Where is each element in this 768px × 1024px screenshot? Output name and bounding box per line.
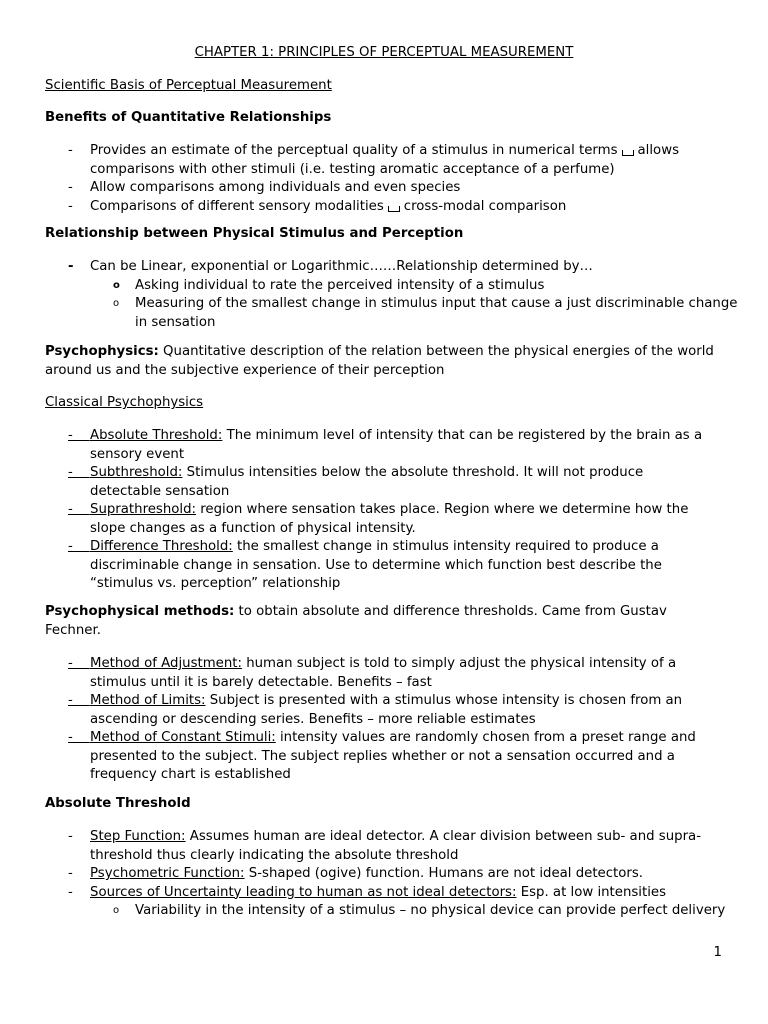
definition: Subject is presented with a stimulus whose intensity is chosen from an ascending or descending series. Benefits – more reliable estimates [90,693,683,727]
methods-text: to obtain absolute and difference thresholds. Came from Gustav Fechner. [45,604,667,638]
list-item [68,538,718,594]
psychophysics-definition [45,343,715,380]
relationship-sublist [113,277,741,333]
term: Sources of Uncertainty leading to human as not ideal detectors: [90,884,517,900]
benefits-list [68,142,718,216]
list-item [68,198,718,217]
psychophysics-text: Quantitative description of the relation between the physical energies of the world around us and the subjective experience of their perception [45,344,714,378]
list-item [68,729,718,785]
classical-list [68,427,718,594]
benefit-text-a: Provides an estimate of the perceptual quality of a stimulus in numerical terms [90,143,618,158]
arrow-glyph-icon [622,150,634,156]
sub-item-text: Measuring of the smallest change in stimulus input that cause a just discriminable change in sensation [135,296,738,330]
definition: Stimulus intensities below the absolute threshold. It will not produce detectable sensation [90,465,644,499]
term: Subthreshold: [90,465,183,480]
methods-term: Psychophysical methods: [45,604,235,619]
term: Step Function: [90,829,186,844]
circle-bullet-icon: o [113,279,120,291]
psychophysics-term: Psychophysics: [45,344,159,359]
relationship-main-text: Can be Linear, exponential or Logarithmic……Relationship determined by… [90,259,593,274]
benefit-text-a: Allow comparisons among individuals and even species [90,180,461,195]
definition: Esp. at low intensities [516,884,667,900]
list-item [68,884,726,921]
list-item [68,828,718,865]
definition: region where sensation takes place. Region where we determine how the slope changes as a function of physical intensity. [90,502,689,536]
dash-bullet: - [68,259,74,274]
definition: the smallest change in stimulus intensity required to produce a discriminable change in sensation. Use to determine which function best describe the “stimulus vs. perception” relationship [90,539,662,591]
dash-bullet: - [68,829,73,844]
heading-relationship: Relationship between Physical Stimulus and Perception [45,226,464,241]
page-number: 1 [713,945,722,960]
term: Suprathreshold: [90,502,197,517]
list-item [68,692,718,729]
sub-item-text: Asking individual to rate the perceived intensity of a stimulus [135,277,545,293]
term: Difference Threshold: [90,539,233,554]
methods-list [68,655,718,785]
chapter-title: CHAPTER 1: PRINCIPLES OF PERCEPTUAL MEASUREMENT [194,45,574,60]
definition: S-shaped (ogive) function. Humans are not ideal detectors. [244,866,644,881]
list-item [68,501,718,538]
dash-bullet: - [68,656,90,671]
relationship-list [68,258,738,332]
definition: intensity values are randomly chosen from a preset range and presented to the subject. The subject replies whether or not a sensation occurred and a frequency chart is established [90,730,696,782]
heading-benefits: Benefits of Quantitative Relationships [45,110,332,125]
section-heading-scientific-basis: Scientific Basis of Perceptual Measurement [45,78,332,93]
term: Method of Adjustment: [90,656,242,671]
absolute-sublist [113,902,741,921]
dash-bullet: - [68,428,90,443]
dash-bullet: - [68,198,73,214]
circle-bullet-icon: o [113,905,120,916]
list-item [68,179,718,198]
dash-bullet: - [68,693,90,708]
sub-list-item [113,295,741,332]
dash-bullet: - [68,730,90,745]
term: Method of Constant Stimuli: [90,730,276,745]
sub-item-text: Variability in the intensity of a stimulus – no physical device can provide perfect delivery [135,903,726,918]
heading-absolute-threshold: Absolute Threshold [45,796,191,811]
term: Psychometric Function: [90,866,245,881]
circle-bullet-icon: o [113,298,120,309]
definition: The minimum level of intensity that can be registered by the brain as a sensory event [90,428,703,462]
dash-bullet: - [68,502,90,517]
list-item [68,427,718,464]
dash-bullet: - [68,180,73,195]
dash-bullet: - [68,465,90,480]
definition: human subject is told to simply adjust the physical intensity of a stimulus until it is barely detectable. Benefits – fast [90,656,677,690]
list-item [68,258,738,332]
absolute-list [68,828,726,921]
benefit-text-b: allows comparisons with other stimuli (i.e. testing aromatic acceptance of a perfume) [90,143,679,177]
sub-list-item [113,902,741,921]
dash-bullet: - [68,884,73,900]
methods-definition [45,603,715,640]
dash-bullet: - [68,143,73,158]
dash-bullet: - [68,866,73,881]
heading-classical-psychophysics: Classical Psychophysics [45,395,204,410]
sub-list-item [113,277,741,296]
list-item [68,142,718,179]
list-item [68,655,718,692]
arrow-glyph-icon [388,206,400,212]
dash-bullet: - [68,539,90,554]
term: Absolute Threshold: [90,428,223,443]
term: Method of Limits: [90,693,206,708]
benefit-text-b: cross-modal comparison [403,198,567,214]
benefit-text-a: Comparisons of different sensory modalities [90,198,384,214]
definition: Assumes human are ideal detector. A clear division between sub- and supra- threshold thus clearly indicating the absolute threshold [90,829,701,863]
list-item [68,865,718,884]
list-item [68,464,718,501]
